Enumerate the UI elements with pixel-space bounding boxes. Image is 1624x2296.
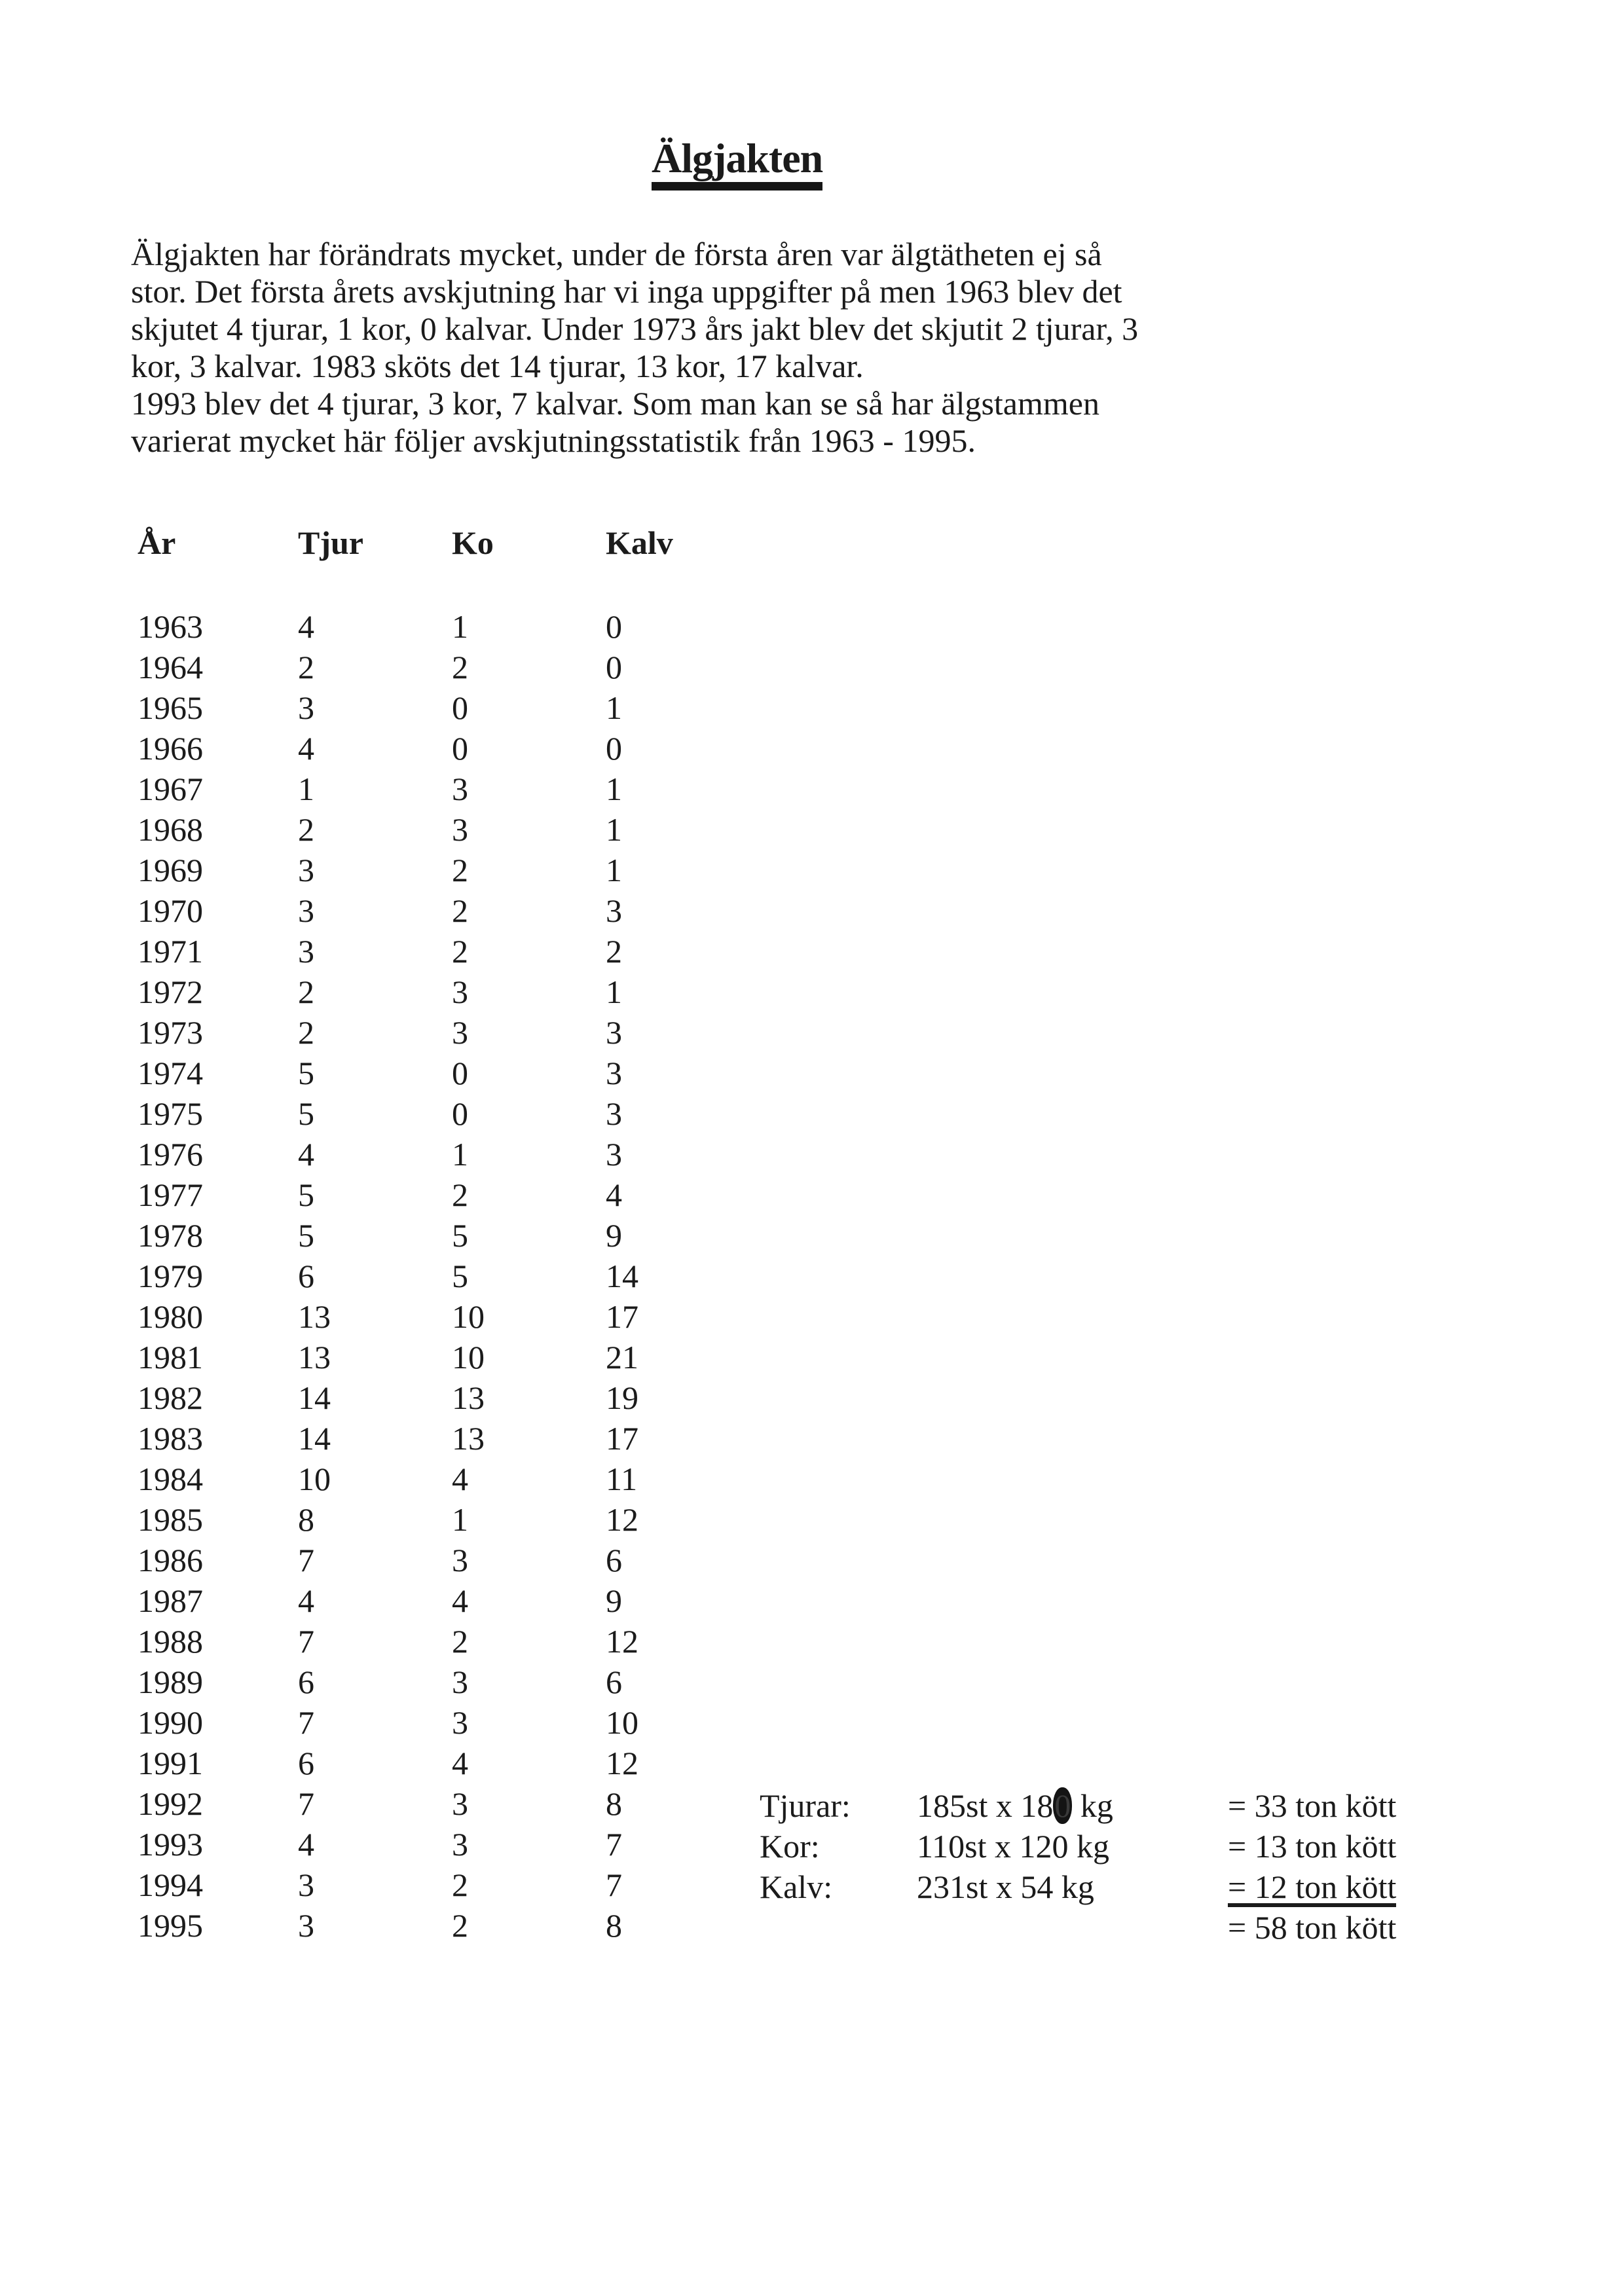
tjur-cell: 4 bbox=[298, 1582, 314, 1619]
year-cell: 1995 bbox=[138, 1907, 203, 1944]
ko-cell: 5 bbox=[452, 1217, 468, 1254]
ko-cell: 3 bbox=[452, 1704, 468, 1741]
tjur-cell: 13 bbox=[298, 1339, 331, 1376]
tjur-cell: 14 bbox=[298, 1420, 331, 1457]
kalv-cell: 0 bbox=[606, 608, 622, 645]
page-title: Älgjakten bbox=[652, 136, 822, 191]
year-cell: 1975 bbox=[138, 1095, 203, 1132]
table-row bbox=[138, 1012, 710, 1053]
tjur-cell: 7 bbox=[298, 1623, 314, 1660]
intro-line: skjutet 4 tjurar, 1 kor, 0 kalvar. Under 1973 års jakt blev det skjutit 2 tjurar, 3 bbox=[131, 310, 1139, 347]
kalv-cell: 14 bbox=[606, 1258, 638, 1294]
table-row bbox=[138, 1824, 710, 1865]
ko-cell: 3 bbox=[452, 1664, 468, 1700]
ko-cell: 2 bbox=[452, 933, 468, 970]
summary-result-kalv bbox=[1228, 1867, 1396, 1907]
kalv-cell: 21 bbox=[606, 1339, 638, 1376]
ko-cell: 3 bbox=[452, 1826, 468, 1863]
year-cell: 1990 bbox=[138, 1704, 203, 1741]
tjur-cell: 7 bbox=[298, 1542, 314, 1578]
kalv-cell: 9 bbox=[606, 1217, 622, 1254]
ko-cell: 2 bbox=[452, 892, 468, 929]
tjur-cell: 3 bbox=[298, 892, 314, 929]
year-cell: 1981 bbox=[138, 1339, 203, 1376]
ko-cell: 2 bbox=[452, 1907, 468, 1944]
table-row bbox=[138, 647, 710, 687]
table-row bbox=[138, 1580, 710, 1621]
table-row bbox=[138, 1337, 710, 1377]
summary-row-tjurar bbox=[760, 1785, 1396, 1826]
summary-value-kalv: 231st x 54 kg bbox=[917, 1868, 1094, 1905]
ko-cell: 10 bbox=[452, 1298, 485, 1335]
kalv-cell: 3 bbox=[606, 1095, 622, 1132]
ko-cell: 0 bbox=[452, 1055, 468, 1091]
tjur-cell: 3 bbox=[298, 689, 314, 726]
summary-row-kor bbox=[760, 1826, 1396, 1867]
table-row bbox=[138, 972, 710, 1012]
intro-line: 1993 blev det 4 tjurar, 3 kor, 7 kalvar. Som man kan se så har älgstammen bbox=[131, 385, 1099, 422]
intro-line: varierat mycket här följer avskjutningsstatistik från 1963 - 1995. bbox=[131, 422, 976, 459]
year-cell: 1982 bbox=[138, 1379, 203, 1416]
year-cell: 1972 bbox=[138, 974, 203, 1010]
tjur-cell: 13 bbox=[298, 1298, 331, 1335]
ko-cell: 1 bbox=[452, 1136, 468, 1173]
column-header-kalv: Kalv bbox=[606, 524, 673, 561]
tjur-cell: 5 bbox=[298, 1176, 314, 1213]
year-cell: 1973 bbox=[138, 1014, 203, 1051]
ko-cell: 2 bbox=[452, 649, 468, 685]
table-row bbox=[138, 1905, 710, 1946]
year-cell: 1964 bbox=[138, 649, 203, 685]
ko-cell: 0 bbox=[452, 689, 468, 726]
tjur-cell: 4 bbox=[298, 1826, 314, 1863]
year-cell: 1967 bbox=[138, 771, 203, 807]
table-row bbox=[138, 1621, 710, 1662]
table-row bbox=[138, 769, 710, 809]
summary-label-kalv: Kalv: bbox=[760, 1868, 833, 1905]
kalv-cell: 17 bbox=[606, 1298, 638, 1335]
summary-value-kor: 110st x 120 kg bbox=[917, 1828, 1109, 1865]
summary-value-text: 185st x 18 bbox=[917, 1787, 1054, 1824]
kalv-cell: 1 bbox=[606, 689, 622, 726]
summary-value-unit: kg bbox=[1072, 1787, 1113, 1824]
year-cell: 1979 bbox=[138, 1258, 203, 1294]
table-row bbox=[138, 1499, 710, 1540]
ko-cell: 10 bbox=[452, 1339, 485, 1376]
year-cell: 1969 bbox=[138, 852, 203, 888]
kalv-cell: 12 bbox=[606, 1745, 638, 1781]
tjur-cell: 3 bbox=[298, 1867, 314, 1903]
year-cell: 1993 bbox=[138, 1826, 203, 1863]
harvest-table-header bbox=[138, 522, 710, 563]
kalv-cell: 7 bbox=[606, 1867, 622, 1903]
table-row bbox=[138, 809, 710, 850]
table-row bbox=[138, 1418, 710, 1459]
summary-label-kor: Kor: bbox=[760, 1828, 820, 1865]
tjur-cell: 6 bbox=[298, 1258, 314, 1294]
ko-cell: 2 bbox=[452, 1867, 468, 1903]
ko-cell: 0 bbox=[452, 1095, 468, 1132]
table-row bbox=[138, 931, 710, 972]
intro-line: Älgjakten har förändrats mycket, under de första åren var älgtätheten ej så bbox=[131, 236, 1102, 272]
ko-cell: 3 bbox=[452, 974, 468, 1010]
table-row bbox=[138, 890, 710, 931]
summary-result-total: = 58 ton kött bbox=[1228, 1909, 1397, 1946]
year-cell: 1983 bbox=[138, 1420, 203, 1457]
kalv-cell: 2 bbox=[606, 933, 622, 970]
table-row bbox=[138, 1175, 710, 1215]
table-row bbox=[138, 1256, 710, 1296]
tjur-cell: 2 bbox=[298, 811, 314, 848]
column-header-ko: Ko bbox=[452, 524, 494, 561]
kalv-cell: 0 bbox=[606, 649, 622, 685]
table-row bbox=[138, 728, 710, 769]
harvest-table-body bbox=[138, 606, 710, 1946]
summary-value-tjurar bbox=[917, 1785, 1228, 1826]
table-row bbox=[138, 1053, 710, 1093]
tjur-cell: 3 bbox=[298, 852, 314, 888]
tjur-cell: 1 bbox=[298, 771, 314, 807]
column-header-tjur: Tjur bbox=[298, 524, 363, 561]
year-cell: 1988 bbox=[138, 1623, 203, 1660]
tjur-cell: 14 bbox=[298, 1379, 331, 1416]
tjur-cell: 4 bbox=[298, 1136, 314, 1173]
year-cell: 1980 bbox=[138, 1298, 203, 1335]
ko-cell: 3 bbox=[452, 811, 468, 848]
year-cell: 1977 bbox=[138, 1176, 203, 1213]
ko-cell: 3 bbox=[452, 1542, 468, 1578]
kalv-cell: 10 bbox=[606, 1704, 638, 1741]
meat-summary bbox=[760, 1785, 1396, 1948]
summary-result-tjurar: = 33 ton kött bbox=[1228, 1787, 1397, 1824]
tjur-cell: 10 bbox=[298, 1461, 331, 1497]
table-row bbox=[138, 1540, 710, 1580]
kalv-cell: 3 bbox=[606, 1136, 622, 1173]
kalv-cell: 8 bbox=[606, 1907, 622, 1944]
year-cell: 1987 bbox=[138, 1582, 203, 1619]
year-cell: 1971 bbox=[138, 933, 203, 970]
year-cell: 1989 bbox=[138, 1664, 203, 1700]
ko-cell: 4 bbox=[452, 1582, 468, 1619]
table-row bbox=[138, 1459, 710, 1499]
tjur-cell: 7 bbox=[298, 1785, 314, 1822]
table-row bbox=[138, 1702, 710, 1743]
kalv-cell: 1 bbox=[606, 852, 622, 888]
summary-row-total bbox=[760, 1907, 1396, 1948]
year-cell: 1984 bbox=[138, 1461, 203, 1497]
tjur-cell: 2 bbox=[298, 974, 314, 1010]
kalv-cell: 3 bbox=[606, 1055, 622, 1091]
ko-cell: 3 bbox=[452, 1014, 468, 1051]
kalv-cell: 1 bbox=[606, 811, 622, 848]
tjur-cell: 5 bbox=[298, 1217, 314, 1254]
ink-blotch: 0 bbox=[1054, 1787, 1071, 1824]
year-cell: 1968 bbox=[138, 811, 203, 848]
kalv-cell: 8 bbox=[606, 1785, 622, 1822]
table-row bbox=[138, 1662, 710, 1702]
year-cell: 1966 bbox=[138, 730, 203, 767]
ko-cell: 2 bbox=[452, 1176, 468, 1213]
kalv-cell: 3 bbox=[606, 892, 622, 929]
tjur-cell: 6 bbox=[298, 1745, 314, 1781]
kalv-cell: 3 bbox=[606, 1014, 622, 1051]
year-cell: 1994 bbox=[138, 1867, 203, 1903]
tjur-cell: 3 bbox=[298, 1907, 314, 1944]
kalv-cell: 12 bbox=[606, 1623, 638, 1660]
ko-cell: 3 bbox=[452, 1785, 468, 1822]
year-cell: 1991 bbox=[138, 1745, 203, 1781]
kalv-cell: 9 bbox=[606, 1582, 622, 1619]
kalv-cell: 11 bbox=[606, 1461, 638, 1497]
tjur-cell: 5 bbox=[298, 1095, 314, 1132]
table-row bbox=[138, 1377, 710, 1418]
tjur-cell: 2 bbox=[298, 1014, 314, 1051]
ko-cell: 1 bbox=[452, 1501, 468, 1538]
tjur-cell: 7 bbox=[298, 1704, 314, 1741]
summary-label-tjurar: Tjurar: bbox=[760, 1787, 851, 1824]
table-row bbox=[138, 1865, 710, 1905]
tjur-cell: 4 bbox=[298, 608, 314, 645]
ko-cell: 1 bbox=[452, 608, 468, 645]
tjur-cell: 5 bbox=[298, 1055, 314, 1091]
kalv-cell: 6 bbox=[606, 1542, 622, 1578]
table-row bbox=[138, 1215, 710, 1256]
year-cell: 1970 bbox=[138, 892, 203, 929]
summary-label-empty bbox=[760, 1907, 917, 1948]
ko-cell: 2 bbox=[452, 852, 468, 888]
kalv-cell: 19 bbox=[606, 1379, 638, 1416]
tjur-cell: 4 bbox=[298, 730, 314, 767]
table-row bbox=[138, 606, 710, 647]
table-row bbox=[138, 687, 710, 728]
year-cell: 1992 bbox=[138, 1785, 203, 1822]
intro-line: kor, 3 kalvar. 1983 sköts det 14 tjurar, 13 kor, 17 kalvar. bbox=[131, 348, 864, 384]
table-row bbox=[138, 1783, 710, 1824]
year-cell: 1986 bbox=[138, 1542, 203, 1578]
ko-cell: 13 bbox=[452, 1420, 485, 1457]
kalv-cell: 7 bbox=[606, 1826, 622, 1863]
year-cell: 1978 bbox=[138, 1217, 203, 1254]
column-header-year: År bbox=[138, 524, 176, 561]
tjur-cell: 3 bbox=[298, 933, 314, 970]
ko-cell: 4 bbox=[452, 1461, 468, 1497]
kalv-cell: 12 bbox=[606, 1501, 638, 1538]
table-row bbox=[138, 1296, 710, 1337]
summary-row-kalv bbox=[760, 1867, 1396, 1907]
kalv-cell: 1 bbox=[606, 974, 622, 1010]
table-row bbox=[138, 850, 710, 890]
tjur-cell: 2 bbox=[298, 649, 314, 685]
ko-cell: 3 bbox=[452, 771, 468, 807]
table-row bbox=[138, 1743, 710, 1783]
ko-cell: 13 bbox=[452, 1379, 485, 1416]
ko-cell: 2 bbox=[452, 1623, 468, 1660]
table-row bbox=[138, 1093, 710, 1134]
tjur-cell: 8 bbox=[298, 1501, 314, 1538]
underlined-result-text: = 12 ton kött bbox=[1228, 1869, 1396, 1907]
kalv-cell: 0 bbox=[606, 730, 622, 767]
ko-cell: 5 bbox=[452, 1258, 468, 1294]
year-cell: 1974 bbox=[138, 1055, 203, 1091]
year-cell: 1976 bbox=[138, 1136, 203, 1173]
ko-cell: 0 bbox=[452, 730, 468, 767]
intro-paragraph bbox=[131, 236, 1473, 460]
summary-result-kor: = 13 ton kött bbox=[1228, 1828, 1397, 1865]
year-cell: 1965 bbox=[138, 689, 203, 726]
ko-cell: 4 bbox=[452, 1745, 468, 1781]
kalv-cell: 6 bbox=[606, 1664, 622, 1700]
intro-line: stor. Det första årets avskjutning har vi inga uppgifter på men 1963 blev det bbox=[131, 273, 1122, 310]
kalv-cell: 1 bbox=[606, 771, 622, 807]
table-row bbox=[138, 1134, 710, 1175]
harvest-table bbox=[138, 522, 710, 1946]
year-cell: 1963 bbox=[138, 608, 203, 645]
kalv-cell: 17 bbox=[606, 1420, 638, 1457]
tjur-cell: 6 bbox=[298, 1664, 314, 1700]
kalv-cell: 4 bbox=[606, 1176, 622, 1213]
year-cell: 1985 bbox=[138, 1501, 203, 1538]
summary-value-empty bbox=[917, 1907, 1228, 1948]
